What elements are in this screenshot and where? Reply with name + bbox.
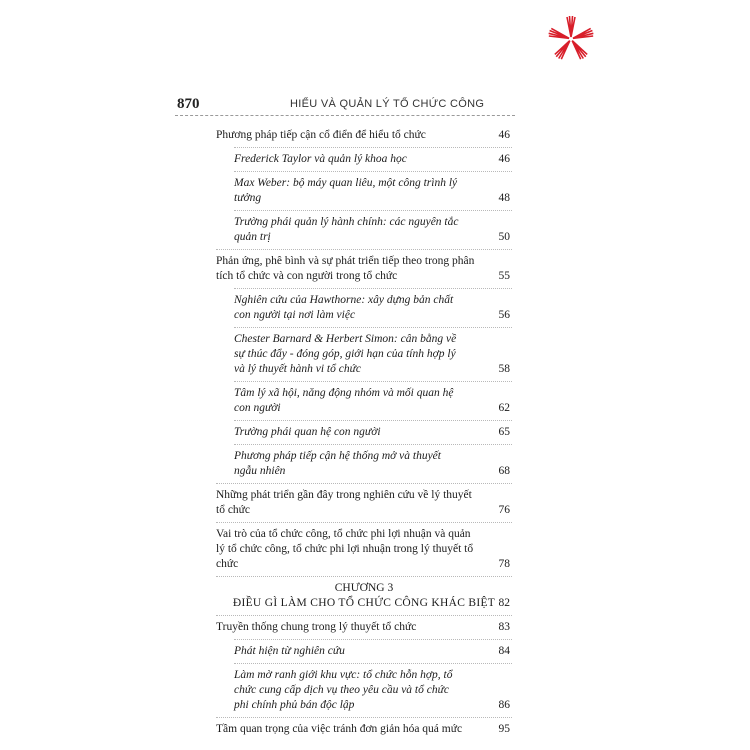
toc-entry-title: Trường phái quản lý hành chính: các nguyên tắc quản trị bbox=[234, 216, 459, 243]
toc-page-number: 76 bbox=[498, 504, 510, 516]
running-title: HIỂU VÀ QUẢN LÝ TỔ CHỨC CÔNG bbox=[290, 98, 485, 110]
entry-divider bbox=[216, 522, 512, 523]
table-of-contents bbox=[216, 128, 512, 737]
chapter-heading[interactable] bbox=[216, 581, 512, 611]
toc-page-number: 78 bbox=[498, 558, 510, 570]
toc-entry-title: Max Weber: bộ máy quan liêu, một công trình lý tưởng bbox=[234, 177, 458, 204]
toc-entry-title: Phản ứng, phê bình và sự phát triển tiếp theo trong phân tích tổ chức và con người trong tổ chức bbox=[216, 255, 475, 282]
toc-page-number: 56 bbox=[498, 309, 510, 321]
entry-divider bbox=[216, 717, 512, 718]
toc-page-number: 83 bbox=[498, 621, 510, 633]
entry-divider bbox=[234, 210, 512, 211]
entry-divider bbox=[234, 171, 512, 172]
publisher-logo-icon bbox=[546, 14, 596, 64]
entry-divider bbox=[234, 327, 512, 328]
toc-page-number: 84 bbox=[498, 645, 510, 657]
entry-divider bbox=[234, 420, 512, 421]
toc-page-number: 55 bbox=[498, 270, 510, 282]
toc-page-number: 95 bbox=[498, 723, 510, 735]
toc-subsection-entry[interactable] bbox=[216, 425, 512, 440]
toc-page-number: 86 bbox=[498, 699, 510, 711]
chapter-title: ĐIỀU GÌ LÀM CHO TỔ CHỨC CÔNG KHÁC BIỆT bbox=[232, 597, 496, 609]
page-header bbox=[175, 96, 515, 114]
toc-page-number: 48 bbox=[498, 192, 510, 204]
entry-divider bbox=[234, 288, 512, 289]
toc-entry-title: Tâm lý xã hội, năng động nhóm và mối quan hệ con người bbox=[234, 387, 454, 414]
entry-divider bbox=[216, 249, 512, 250]
toc-section-entry[interactable] bbox=[216, 527, 512, 572]
toc-section-entry[interactable] bbox=[216, 254, 512, 284]
toc-entry-title: Tầm quan trọng của việc tránh đơn giản hóa quá mức bbox=[216, 723, 463, 735]
toc-entry-title: Những phát triển gần đây trong nghiên cứu về lý thuyết tổ chức bbox=[216, 489, 472, 516]
toc-subsection-entry[interactable] bbox=[216, 386, 512, 416]
toc-page-number: 46 bbox=[498, 153, 510, 165]
toc-entry-title: Truyền thống chung trong lý thuyết tổ chức bbox=[216, 621, 417, 633]
toc-subsection-entry[interactable] bbox=[216, 332, 512, 377]
entry-divider bbox=[216, 615, 512, 616]
entry-divider bbox=[216, 483, 512, 484]
header-divider bbox=[175, 115, 515, 116]
toc-page-number: 50 bbox=[498, 231, 510, 243]
toc-entry-title: Trường phái quan hệ con người bbox=[234, 426, 381, 438]
entry-divider bbox=[234, 663, 512, 664]
toc-subsection-entry[interactable] bbox=[216, 293, 512, 323]
chapter-number: CHƯƠNG 3 bbox=[334, 582, 394, 594]
page-number: 870 bbox=[177, 96, 200, 112]
toc-entry-title: Phương pháp tiếp cận hệ thống mở và thuyết ngẫu nhiên bbox=[234, 450, 441, 477]
toc-section-entry[interactable] bbox=[216, 488, 512, 518]
entry-divider bbox=[234, 639, 512, 640]
toc-section-entry[interactable] bbox=[216, 620, 512, 635]
toc-entry-title: Vai trò của tổ chức công, tổ chức phi lợi nhuận và quản lý tổ chức công, tổ chức phi lợi nhuận trong lý thuyết tổ chức bbox=[216, 528, 474, 570]
entry-divider bbox=[234, 444, 512, 445]
toc-subsection-entry[interactable] bbox=[216, 176, 512, 206]
toc-page-number: 46 bbox=[498, 129, 510, 141]
toc-page-number: 62 bbox=[498, 402, 510, 414]
toc-entry-title: Làm mờ ranh giới khu vực: tổ chức hỗn hợp, tổ chức cung cấp dịch vụ theo yêu cầu và tổ chức phi chính phủ bán độc lập bbox=[234, 669, 453, 711]
toc-subsection-entry[interactable] bbox=[216, 449, 512, 479]
toc-subsection-entry[interactable] bbox=[216, 668, 512, 713]
toc-entry-title: Nghiên cứu của Hawthorne: xây dựng bản chất con người tại nơi làm việc bbox=[234, 294, 454, 321]
toc-subsection-entry[interactable] bbox=[216, 215, 512, 245]
toc-page-number: 82 bbox=[498, 597, 510, 609]
toc-subsection-entry[interactable] bbox=[216, 152, 512, 167]
toc-section-entry[interactable] bbox=[216, 722, 512, 737]
toc-page-number: 68 bbox=[498, 465, 510, 477]
entry-divider bbox=[234, 147, 512, 148]
toc-page-number: 58 bbox=[498, 363, 510, 375]
toc-section-entry[interactable] bbox=[216, 128, 512, 143]
toc-entry-title: Chester Barnard & Herbert Simon: cân bằng về sự thúc đẩy - đóng góp, giới hạn của tính hợp lý và lý thuyết hành vi tổ chức bbox=[234, 333, 457, 375]
toc-entry-title: Phương pháp tiếp cận cổ điển để hiểu tổ chức bbox=[216, 129, 426, 141]
entry-divider bbox=[216, 576, 512, 577]
toc-entry-title: Phát hiện từ nghiên cứu bbox=[234, 645, 345, 657]
toc-subsection-entry[interactable] bbox=[216, 644, 512, 659]
toc-entry-title: Frederick Taylor và quản lý khoa học bbox=[234, 153, 407, 165]
toc-page-number: 65 bbox=[498, 426, 510, 438]
entry-divider bbox=[234, 381, 512, 382]
